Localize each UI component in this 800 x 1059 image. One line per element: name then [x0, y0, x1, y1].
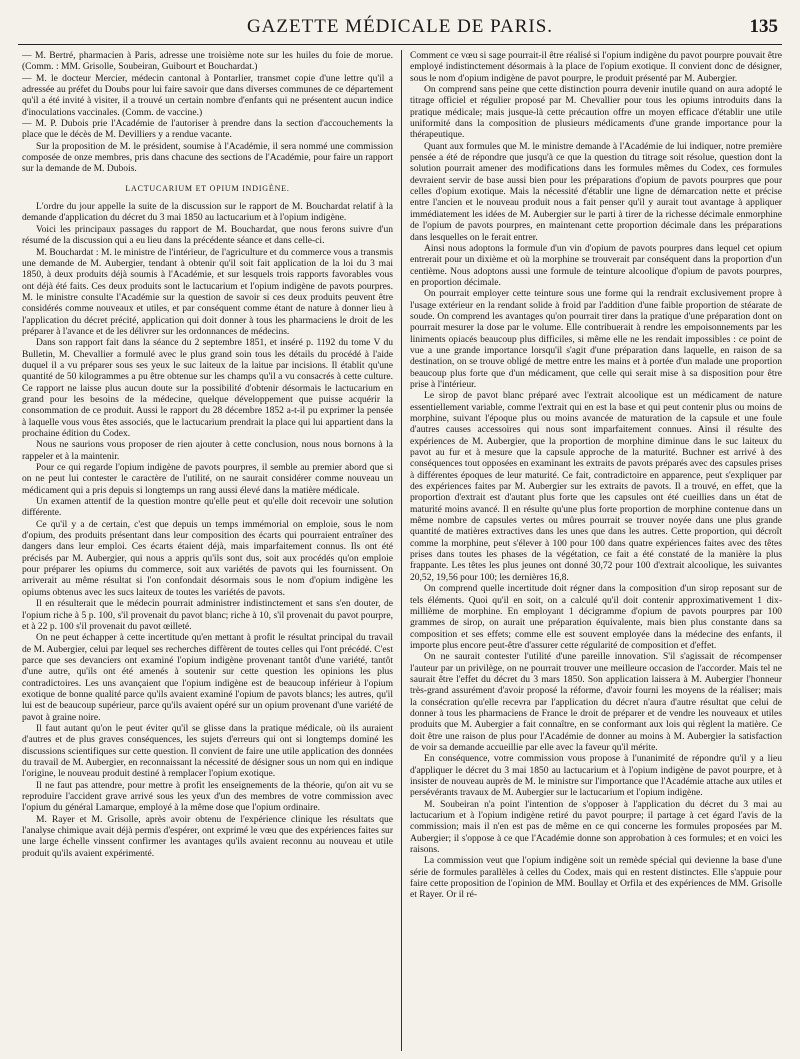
journal-title: GAZETTE MÉDICALE DE PARIS.	[246, 16, 554, 37]
left-column	[22, 50, 402, 1051]
body-paragraph: Ainsi nous adoptons la formule d'un vin d'opium de pavots pourpres dans lequel cet opium entrerait pour un dixième et où la morphine se trouverait par conséquent dans la proportion d'un centième. Nous adoptons aussi une formule de teinture alcoolique d'opium de pavots pourpres, en proportion décimale.	[410, 242, 782, 288]
text-columns	[22, 50, 782, 1051]
section-title: LACTUCARIUM ET OPIUM INDIGÈNE.	[125, 183, 290, 193]
body-paragraph: Un examen attentif de la question montre qu'elle peut et qu'elle doit recevoir une solution différente.	[22, 496, 393, 519]
page-header	[18, 14, 782, 45]
body-paragraph: M. Bouchardat : M. le ministre de l'intérieur, de l'agriculture et du commerce vous a transmis une demande de M. Aubergier, tendant à obtenir qu'il soit fait application de la loi du 3 mai 1850, à deux produits déjà soumis à l'Académie, et sur lesquels trois rapports favorables vous ont déjà été faits. Ces deux produits sont le lactucarium et l'opium indigène de pavots pourpres. M. le ministre consulte l'Académie sur la question de savoir si ces deux produits peuvent être considérés comme nouveaux et utiles, et par conséquent comme étant de nature à donner lieu à l'application du décret précité, application qui doit donner à tous les pharmaciens le droit de les préparer à l'avance et de les délivrer sur les ordonnances de médecins.	[22, 246, 393, 337]
body-paragraph: Il faut autant qu'on le peut éviter qu'il se glisse dans la pratique médicale, où ils auraient d'autres et de plus graves conséquences, les sujets d'erreurs qui ont si longtemps dominé les discussions scientifiques sur cette question. Il convient de faire une utile application des données du travail de M. Aubergier, en reconnaissant la nécessité de désigner sous un nom qui en indique l'origine, le nouveau produit destiné à remplacer l'opium exotique.	[22, 722, 393, 780]
body-paragraph: Il en résulterait que le médecin pourrait administrer indistinctement et sans s'en douter, de l'opium riche à 5 p. 100, s'il provenait du pavot blanc; riche à 10, s'il provenait du pavot pourpre, et à 22 p. 100 s'il provenait du pavot œilleté.	[22, 598, 393, 632]
body-paragraph: On comprend quelle incertitude doit régner dans la composition d'un sirop reposant sur de tels éléments. Quoi qu'il en soit, on a calculé qu'il doit contenir approximativement 1 dix-millième de morphine. En employant 1 décigramme d'opium de pavots pourpres par 100 grammes de sirop, on aurait une préparation équivalente, mais bien plus constante dans sa composition et ses effets; comme elle est souvent employée dans la médecine des enfants, il importe plus encore peut-être d'assurer cette régularité de composition et d'effet.	[410, 583, 782, 651]
body-paragraph: Il ne faut pas attendre, pour mettre à profit les enseignements de la théorie, qu'on ait vu se reproduire l'accident grave arrivé sous les yeux d'un des membres de votre commission avec l'opium du général Lamarque, employé à la même dose que l'opium ordinaire.	[22, 779, 393, 814]
notice-paragraph: — M. P. Dubois prie l'Académie de l'autoriser à prendre dans la section d'accouchements la place que le décès de M. Devilliers y a rendue vacante.	[22, 118, 393, 141]
body-paragraph: Comment ce vœu si sage pourrait-il être réalisé si l'opium indigène du pavot pourpre pouvait être employé indistinctement désormais à la place de l'opium exotique. Il convient donc de désigner, sous le nom d'opium indigène de pavot pourpre, le produit présenté par M. Aubergier.	[410, 50, 782, 84]
page-number: 135	[749, 16, 778, 37]
right-column	[402, 50, 782, 1051]
body-paragraph: Ce qu'il y a de certain, c'est que depuis un temps immémorial on emploie, sous le nom d'opium, des produits présentant dans leur composition des écarts qui pourraient entraîner des dangers dans leur emploi. Ces écarts étaient déjà, mais imparfaitement connus. Ils ont été précisés par M. Aubergier, qui nous a appris qu'ils sont dus, soit aux procédés qu'on emploie pour préparer les opiums du commerce, soit aux variétés de pavots qui les fournissent. On arriverait au même résultat si l'on confondait désormais sous le nom d'opium indigène les opiums obtenus avec les sucs laiteux de toutes les variétés de pavots.	[22, 518, 393, 598]
body-paragraph: Dans son rapport fait dans la séance du 2 septembre 1851, et inséré p. 1192 du tome V du Bulletin, M. Chevallier a formulé avec le plus grand soin tous les détails du procédé à l'aide duquel il a vu préparer sous ses yeux le suc laiteux de la laitue par incisions. Il établit qu'une quantité de 50 kilogrammes a pu être obtenue sur les champs qu'il a vu consacrés à cette culture. Ce rapport ne laisse plus aucun doute sur la possibilité d'obtenir désormais le lactucarium en grand pour les besoins de la médecine, quelque développement que puisse acquérir la consommation de ce produit. Aussi le rapport du 28 décembre 1852 a-t-il pu exprimer la pensée à laquelle vous vous êtes associés, que le lactucarium prendrait la place qui lui appartient dans la prochaine édition du Codex.	[22, 337, 393, 439]
body-paragraph: On ne peut échapper à cette incertitude qu'en mettant à profit le résultat principal du travail de M. Aubergier, celui par lequel ses recherches diffèrent de toutes celles qui l'ont précédé. C'est parce que ses devanciers ont examiné l'opium indigène provenant tantôt d'une variété, tantôt d'une autre, qu'ils ont été amenés à soutenir sur cette question les opinions les plus contradictoires. Les uns avançaient que l'opium indigène est de beaucoup inférieur à l'opium exotique de bonne qualité parce qu'ils avaient examiné l'opium de pavots blancs; les autres, qu'il lui est de beaucoup supérieur, parce qu'ils avaient opéré sur un opium provenant d'une variété de pavot à graine noire.	[22, 632, 393, 723]
body-paragraph: On comprend sans peine que cette distinction pourra devenir inutile quand on aura adopté le titrage officiel et régulier proposé par M. Chevallier pour tous les opiums introduits dans la pratique médicale; mais jusque-là cette précaution offre un moyen efficace d'établir une utile uniformité dans la composition de plusieurs médicaments d'une grande importance pour la thérapeutique.	[410, 84, 782, 141]
body-paragraph: Le sirop de pavot blanc préparé avec l'extrait alcoolique est un médicament de nature essentiellement variable, comme l'extrait qui en est la base et qui peut contenir plus ou moins de morphine, suivant l'époque plus ou moins avancée de maturation de la capsule et une foule d'autres causes accessoires qui nous sont imparfaitement connues. Ainsi il résulte des expériences de M. Aubergier, que la proportion de morphine diminue dans le suc laiteux du pavot au fur et à mesure que la capsule approche de la maturité. Buchner est arrivé à des conséquences tout opposées en examinant les extraits de pavots préparés avec des capsules prises à différentes époques de leur maturité. Ce fait, contradictoire en apparence, peut s'expliquer par des expériences faites par M. Aubergier sur les extraits de pavots. Il a trouvé, en effet, que la proportion d'extrait est d'autant plus forte que les capsules ont été cueillies dans un état de maturité moins avancé. Il en résulte qu'une plus forte proportion de morphine contenue dans un même nombre de capsules vertes ou mûres pourrait se trouver noyée dans une plus grande quantité de matières extractives dans les unes que dans les autres. Cette proportion, qui décroît comme la morphine, peut s'élever à 100 pour 100 dans quatre expériences faites avec des têtes prises dans toutes les phases de la végétation, ce fait a été constaté de la manière la plus frappante. Les têtes les plus jeunes ont donné 30,72 pour 100 d'extrait alcoolique, les suivantes 20,52, 19,56 pour 100; les dernières 16,8.	[410, 390, 782, 583]
body-paragraph: La commission veut que l'opium indigène soit un remède spécial qui devienne la base d'une série de formules parallèles à celles du Codex, mais qui en restent distinctes. Elle s'appuie pour faire cette proposition de l'opinion de MM. Boullay et Orfila et des expériences de MM. Grisolle et Rayer. Or il ré-	[410, 855, 782, 901]
notice-paragraph: — M. Bertré, pharmacien à Paris, adresse une troisième note sur les huiles du foie de morue. (Comm. : MM. Grisolle, Soubeiran, Guibourt et Bouchardat.)	[22, 50, 393, 73]
body-paragraph: Voici les principaux passages du rapport de M. Bouchardat, que nous ferons suivre d'un résumé de la discussion qui a eu lieu dans la précédente séance et dans celle-ci.	[22, 223, 393, 247]
body-paragraph: Pour ce qui regarde l'opium indigène de pavots pourpres, il semble au premier abord que si on ne peut lui contester le caractère de l'utilité, on ne saurait considérer comme nouveau un médicament qui a pris depuis si longtemps un rang aussi élevé dans la matière médicale.	[22, 462, 393, 496]
body-paragraph: En conséquence, votre commission vous propose à l'unanimité de répondre qu'il y a lieu d'appliquer le décret du 3 mai 1850 au lactucarium et à l'opium indigène de pavot pourpre, et à insister de nouveau auprès de M. le ministre sur l'importance que l'Académie attache aux utiles et persévérants travaux de M. Aubergier sur le lactucarium et l'opium indigène.	[410, 753, 782, 799]
notice-paragraph: Sur la proposition de M. le président, soumise à l'Académie, il sera nommé une commission composée de onze membres, pris dans chacune des sections de l'Académie, pour faire un rapport sur la demande de M. Dubois.	[22, 140, 393, 175]
body-paragraph: On pourrait employer cette teinture sous une forme qui la rendrait exclusivement propre à l'usage extérieur en la rendant solide à froid par l'addition d'une faible proportion de stéarate de soude. On comprend les avantages qu'on pourrait tirer dans la pratique d'une préparation dont on pourrait mesurer la dose par le volume. Elle contribuerait à rendre les empoisonnements par les liniments opiacés beaucoup plus difficiles, si même elle ne les rendait impossibles : ce point de vue a une grande importance lorsqu'il s'agit d'une préparation dans laquelle, en raison de sa destination, on se trouve obligé de mettre entre les mains et à portée d'un malade une proportion beaucoup plus forte que d'un médicament, que celle qui serait mise à sa disposition pour être prise à l'intérieur.	[410, 288, 782, 390]
body-paragraph: L'ordre du jour appelle la suite de la discussion sur le rapport de M. Bouchardat relatif à la demande d'application du décret du 3 mai 1850 au lactucarium et à l'opium indigène.	[22, 201, 393, 224]
body-paragraph: On ne saurait contester l'utilité d'une pareille innovation. S'il s'agissait de récompenser l'auteur par un privilège, on ne pourrait trouver une meilleure occasion de l'accorder. Mais tel ne saurait être l'effet du décret du 3 mars 1850. Son application laissera à M. Aubergier l'honneur très-grand assurément d'avoir proposé la réforme, d'avoir fourni les moyens de la réaliser; mais la consécration qu'elle recevra par l'application du décret n'aura d'autre résultat que celui de donner à tous les pharmaciens de France le droit de préparer et de vendre les nouveaux et utiles produits que M. Aubergier a fait connaître, en se conformant aux lois qui règlent la matière. Ce doit être une raison de plus pour l'Académie de donner au moins à M. Aubergier la satisfaction de voir sa demande accueillie par elle avec la faveur qu'il mérite.	[410, 651, 782, 753]
body-paragraph: Quant aux formules que M. le ministre demande à l'Académie de lui indiquer, notre première pensée a été de répondre que jusqu'à ce que la question du titrage soit résolue, question dont la solution pourrait amener des modifications dans les formules mêmes du Codex, ces formules devraient servir de base aussi bien pour les préparations d'opium de pavots pourpres que pour celles d'opium exotique. Mais la nécessité d'établir une ligne de démarcation nette et précise entre l'ancien et le nouveau produit nous a fait penser qu'il y aurait tout avantage à appliquer immédiatement les idées de M. Aubergier sur le parti à tirer de la richesse décimale enmorphine de l'opium de pavots pourpres, en maintenant cette proportion décimale dans les préparations dans lesquelles on le ferait entrer.	[410, 140, 782, 243]
body-paragraph: M. Rayer et M. Grisolle, après avoir obtenu de l'expérience clinique les résultats que l'analyse chimique avait déjà permis d'espérer, ont exprimé le vœu que des expériences faites sur une large échelle vinssent confirmer les avantages qu'ils avaient reconnu au nouveau et utile produit qu'ils avaient expérimenté.	[22, 813, 393, 859]
notice-paragraph: — M. le docteur Mercier, médecin cantonal à Pontarlier, transmet copie d'une lettre qu'il a adressée au préfet du Doubs pour lui faire savoir que dans diverses communes de ce département qu'il a été invité à visiter, il a trouvé un certain nombre d'enfants qui ne présentent aucun indice d'inoculations vaccinales. (Comm. de vaccine.)	[22, 72, 393, 118]
body-paragraph: Nous ne saurions vous proposer de rien ajouter à cette conclusion, nous nous bornons à la rappeler et à la maintenir.	[22, 439, 393, 462]
body-paragraph: M. Soubeiran n'a point l'intention de s'opposer à l'application du décret du 3 mai au lactucarium et à l'opium indigène retiré du pavot pourpre; il partage à cet égard l'avis de la commission; mais il n'en est pas de même en ce qui concerne les formules proposées par M. Aubergier; il s'oppose à ce que l'Académie donne son approbation à ces formules; et en voici les raisons.	[410, 798, 782, 856]
